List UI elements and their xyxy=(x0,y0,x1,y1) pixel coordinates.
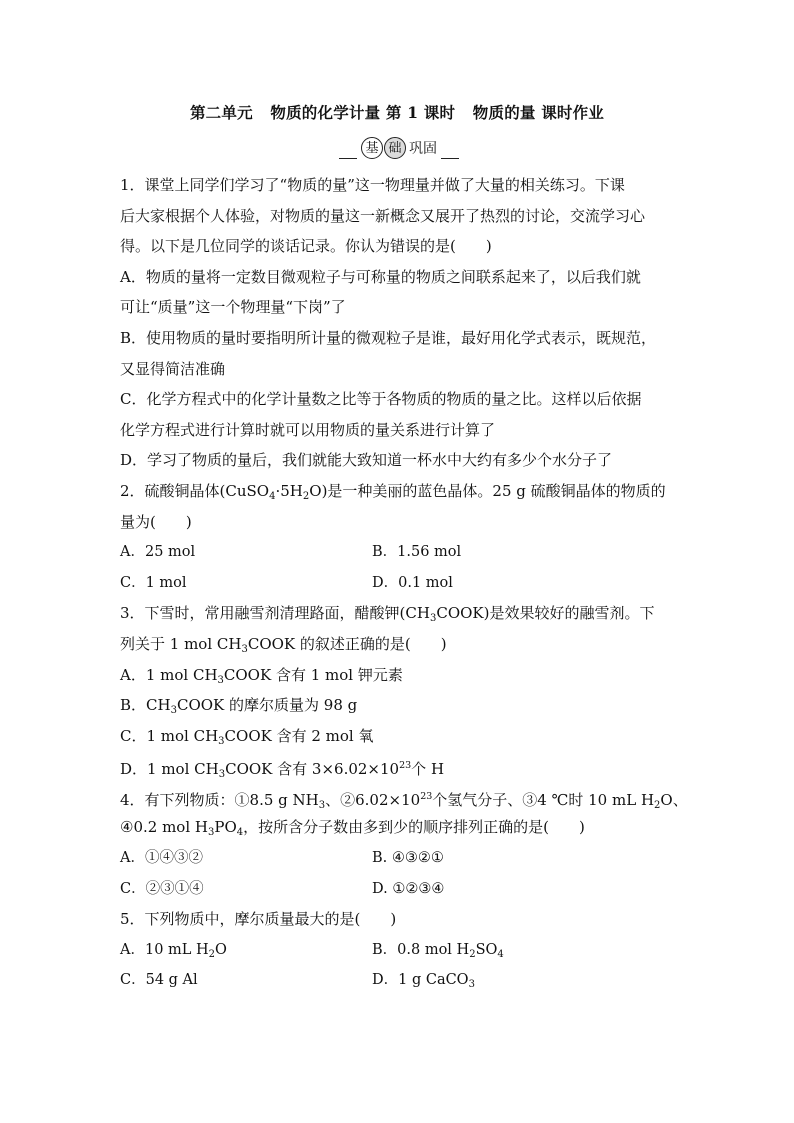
q2-option-d: D．0.1 mol xyxy=(372,574,453,591)
title-unit: 第二单元 xyxy=(189,103,253,122)
q1-option-d: D．学习了物质的量后，我们就能大致知道一杯水中大约有多少个水分子了 xyxy=(120,451,613,470)
badge-char-2: 础 xyxy=(384,137,406,159)
page-title xyxy=(0,101,794,123)
q4-option-a: A．①④③② xyxy=(120,850,203,867)
q4-option-b: B. ④③②① xyxy=(372,850,444,867)
q1-option-c-1: C．化学方程式中的化学计量数之比等于各物质的物质的量之比。这样以后依据 xyxy=(120,390,642,409)
q3-stem-1: 3．下雪时，常用融雪剂清理路面，醋酸钾$(CH_3COOK)$是效果较好的融雪剂。下 xyxy=(120,604,655,625)
title-sub: 物质的量 课时作业 xyxy=(472,103,604,122)
q5-options-row-2 xyxy=(120,965,676,996)
q5-option-b: B．0.8 mol $H_2SO_4$ xyxy=(372,941,504,960)
q5-option-a: A．10 mL $H_2O$ xyxy=(120,941,227,960)
q2-stem-1: 2．硫酸铜晶体$(CuSO_4\cdot 5H_2O)$是一种美丽的蓝色晶体。25 g 硫酸铜晶体的物质的 xyxy=(120,481,666,502)
q3-option-d: D．1 mol $CH_3COOK$ 含有 $3\times 6.02\times 10^{23}$个 H xyxy=(120,760,445,781)
q5-option-c: C．54 g Al xyxy=(120,972,198,989)
q3-stem-2: 列关于 1 mol $CH_3COOK$ 的叙述正确的是( ) xyxy=(120,634,447,655)
badge-tail: 巩固 xyxy=(409,141,437,157)
q2-stem-2: 量为( ) xyxy=(120,512,192,531)
q4-option-d: D. ①②③④ xyxy=(372,880,445,897)
q1-option-a-2: 可让“质量”这一个物理量“下岗”了 xyxy=(120,298,346,317)
q1-option-b-2: 又显得简洁准确 xyxy=(120,359,226,378)
q4-option-c: C．②③①④ xyxy=(120,880,204,897)
q3-option-c: C．1 mol $CH_3COOK$ 含有 2 mol 氧 xyxy=(120,726,374,747)
q4-stem-1: 4．有下列物质：①8.5 g $NH_3$、$②6.02\times 10^{23}$个氢气分子、③4 ℃时 10 mL $H_2O$、 xyxy=(120,790,688,811)
badge-char-1: 基 xyxy=(361,137,383,159)
q2-options-row-2 xyxy=(120,568,676,599)
q3-option-a: A．1 mol $CH_3COOK$ 含有 1 mol 钾元素 xyxy=(120,665,403,686)
q3-option-b: B．$CH_3COOK$ 的摩尔质量为 98 g xyxy=(120,696,358,717)
q5-options-row-1 xyxy=(120,935,676,966)
section-badge xyxy=(339,137,459,163)
q2-option-c: C．1 mol xyxy=(120,574,187,591)
q1-stem-2: 后大家根据个人体验，对物质的量这一新概念又展开了热烈的讨论，交流学习心 xyxy=(120,206,646,225)
title-topic: 物质的化学计量 第 1 课时 xyxy=(270,103,456,122)
q4-options-row-1 xyxy=(120,843,676,874)
questions xyxy=(120,170,688,996)
q4-options-row-2 xyxy=(120,874,676,905)
q2-option-b: B．1.56 mol xyxy=(372,544,462,561)
q1-option-c-2: 化学方程式进行计算时就可以用物质的量关系进行计算了 xyxy=(120,420,496,439)
q1-option-a-1: A．物质的量将一定数目微观粒子与可称量的物质之间联系起来了，以后我们就 xyxy=(120,267,641,286)
q5-option-d: D．1 g CaCO$_3$ xyxy=(372,972,475,991)
q1-stem-1: 1．课堂上同学们学习了“物质的量”这一物理量并做了大量的相关练习。下课 xyxy=(120,176,625,194)
q4-stem-2: ④0.2 mol $H_3PO_4$，按所含分子数由多到少的顺序排列正确的是( ) xyxy=(120,818,585,839)
q2-options-row-1 xyxy=(120,537,676,568)
q1-stem-3: 得。以下是几位同学的谈话记录。你认为错误的是( ) xyxy=(120,237,492,256)
q2-option-a: A．25 mol xyxy=(120,544,196,561)
q1-option-b-1: B．使用物质的量时要指明所计量的微观粒子是谁，最好用化学式表示，既规范， xyxy=(120,328,657,347)
q5-stem: 5．下列物质中，摩尔质量最大的是( ) xyxy=(120,910,397,929)
